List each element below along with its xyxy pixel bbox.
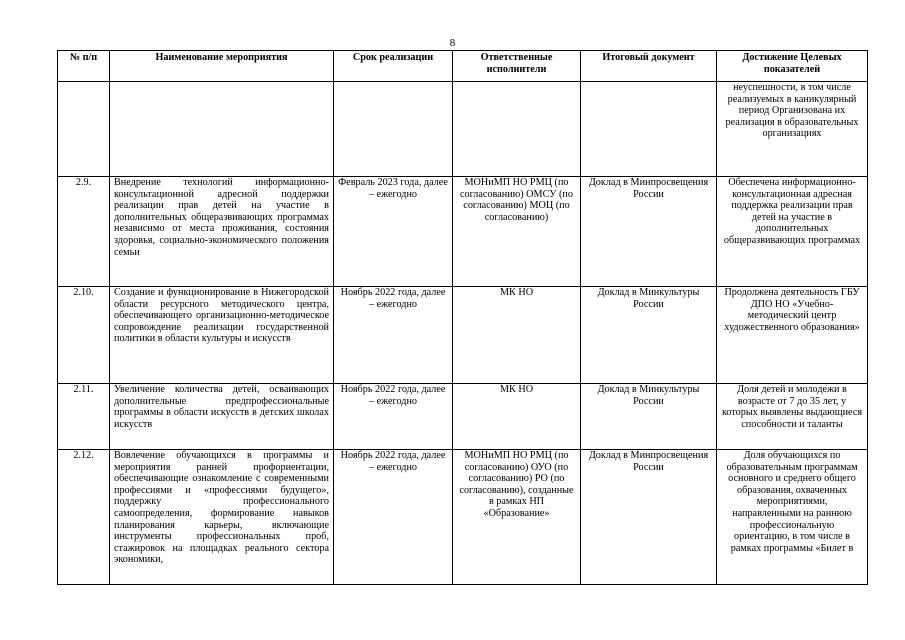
cell-document: Доклад в Минпросвещения России (581, 450, 717, 585)
cell-goal: неуспешности, в том числе реализуемых в каникулярный период Организована их реализация в образовательных организациях (717, 82, 868, 177)
page-number: 8 (449, 37, 456, 49)
cell-term: Ноябрь 2022 года, далее – ежегодно (334, 287, 453, 384)
cell-goal: Продолжена деятельность ГБУ ДПО НО «Учебно-методический центр художественного образования» (717, 287, 868, 384)
table-row (58, 82, 868, 177)
header-executors: Ответственные исполнители (453, 51, 581, 82)
cell-num (58, 82, 110, 177)
cell-document: Доклад в Минкультуры России (581, 384, 717, 450)
cell-num: 2.11. (58, 384, 110, 450)
cell-executors: МОНиМП НО РМЦ (по согласованию) ОУО (по согласованию) РО (по согласованию), созданные в рамках НП «Образование» (453, 450, 581, 585)
table-row (58, 384, 868, 450)
cell-document: Доклад в Минкультуры России (581, 287, 717, 384)
cell-executors: МК НО (453, 384, 581, 450)
header-num: № п/п (58, 51, 110, 82)
cell-goal: Обеспечена информационно-консультационная адресная поддержка реализации прав детей на участие в дополнительных общеразвивающих программах (717, 177, 868, 287)
header-document: Итоговый документ (581, 51, 717, 82)
cell-executors (453, 82, 581, 177)
cell-term: Ноябрь 2022 года, далее – ежегодно (334, 384, 453, 450)
cell-executors: МК НО (453, 287, 581, 384)
cell-name: Вовлечение обучающихся в программы и мероприятия ранней профориентации, обеспечивающие ознакомление с современными профессиями и «профессиями будущего», поддержку профессионального самоопределения, формирование навыков планирования карьеры, включающие инструменты профессиональных проб, стажировок на площадках реального сектора экономики, (110, 450, 334, 585)
table-row (58, 287, 868, 384)
cell-num: 2.10. (58, 287, 110, 384)
cell-document: Доклад в Минпросвещения России (581, 177, 717, 287)
cell-num: 2.12. (58, 450, 110, 585)
events-table (57, 50, 868, 585)
header-term: Срок реализации (334, 51, 453, 82)
header-name: Наименование мероприятия (110, 51, 334, 82)
cell-num: 2.9. (58, 177, 110, 287)
table-row (58, 177, 868, 287)
cell-name: Создание и функционирование в Нижегородской области ресурсного методического центра, обеспечивающего организационно-методическое сопровождение реализации государственной политики в области культуры и искусств (110, 287, 334, 384)
cell-name (110, 82, 334, 177)
cell-name: Увеличение количества детей, осваивающих дополнительные предпрофессиональные программы в области искусств в детских школах искусств (110, 384, 334, 450)
cell-goal: Доля обучающихся по образовательным программам основного и среднего общего образования, охваченных мероприятиями, направленными на раннюю профессиональную ориентацию, в том числе в рамках программы «Билет в (717, 450, 868, 585)
cell-executors: МОНиМП НО РМЦ (по согласованию) ОМСУ (по согласованию) МОЦ (по согласованию) (453, 177, 581, 287)
table-row (58, 450, 868, 585)
cell-term: Февраль 2023 года, далее – ежегодно (334, 177, 453, 287)
cell-document (581, 82, 717, 177)
header-goals: Достижение Целевых показателей (717, 51, 868, 82)
cell-name: Внедрение технологий информационно-консультационной адресной поддержки реализации прав детей на участие в дополнительных общеразвивающих программах независимо от места проживания, состояния здоровья, социально-экономического положения семьи (110, 177, 334, 287)
cell-term: Ноябрь 2022 года, далее – ежегодно (334, 450, 453, 585)
cell-goal: Доля детей и молодежи в возрасте от 7 до 35 лет, у которых выявлены выдающиеся способности и таланты (717, 384, 868, 450)
table-header-row (58, 51, 868, 82)
cell-term (334, 82, 453, 177)
